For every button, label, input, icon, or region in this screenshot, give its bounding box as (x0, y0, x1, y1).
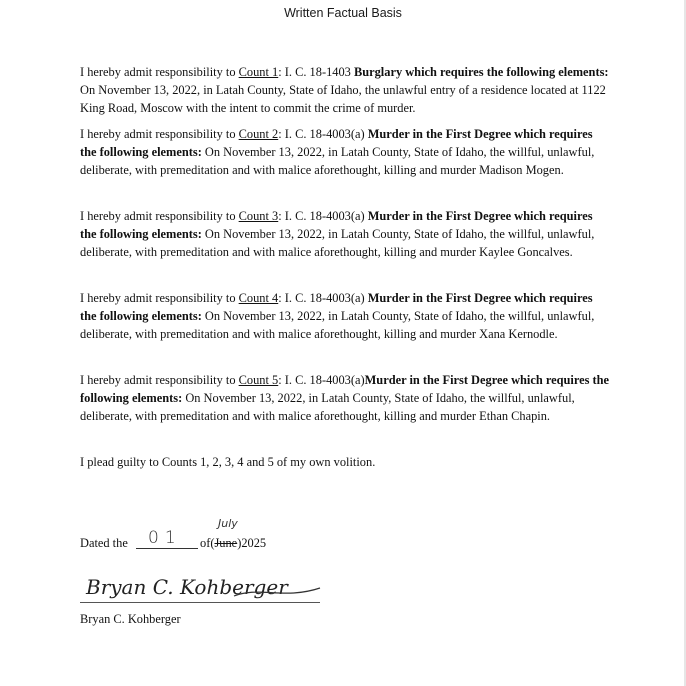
count-5-paragraph (80, 371, 610, 425)
count-label: Count 1 (238, 65, 279, 79)
signature (84, 566, 324, 606)
of-word: of (200, 536, 211, 550)
statute: : I. C. 18-4003(a) (278, 127, 368, 141)
day-underline (136, 548, 198, 549)
count-intro: I hereby admit responsibility to (80, 291, 239, 305)
dated-line (80, 536, 128, 551)
count-intro: I hereby admit responsibility to (80, 127, 239, 141)
dated-prefix: Dated the (80, 536, 128, 550)
handwritten-month: July (218, 517, 238, 530)
count-label: Count 4 (238, 291, 279, 305)
statute: : I. C. 18-4003(a) (278, 373, 365, 387)
offense-elements: On November 13, 2022, in Latah County, State of Idaho, the willful, unlawful, deliberate, with premeditation and with malice aforethought, killing and murder Xana Kernodle. (80, 309, 595, 341)
signature-line (80, 602, 320, 603)
month-typed (200, 536, 266, 551)
signer-name: Bryan C. Kohberger (80, 612, 181, 626)
offense-heading: Murder in the First Degree which requires the following elements: (80, 291, 593, 323)
count-4-paragraph (80, 289, 610, 343)
struck-month: (June) (210, 536, 242, 550)
page-title: Written Factual Basis (284, 6, 402, 20)
count-3-paragraph (80, 207, 610, 261)
count-2-paragraph (80, 125, 610, 179)
handwritten-day: 01 (148, 528, 182, 548)
count-label: Count 5 (238, 373, 279, 387)
count-intro: I hereby admit responsibility to (80, 373, 239, 387)
count-label: Count 2 (238, 127, 279, 141)
offense-elements: On November 13, 2022, in Latah County, State of Idaho, the unlawful entry of a residence located at 1122 King Road, Moscow with the intent to commit the crime of murder. (80, 83, 606, 115)
statute: : I. C. 18-1403 (278, 65, 354, 79)
offense-elements: On November 13, 2022, in Latah County, State of Idaho, the willful, unlawful, deliberate, with premeditation and with malice aforethought, killing and murder Ethan Chapin. (80, 391, 575, 423)
statute: : I. C. 18-4003(a) (278, 291, 368, 305)
count-intro: I hereby admit responsibility to (80, 209, 239, 223)
signature-script: Bryan C. Kohberger (86, 575, 288, 599)
offense-elements: On November 13, 2022, in Latah County, State of Idaho, the willful, unlawful, deliberate, with premeditation and with malice aforethought, killing and murder Madison Mogen. (80, 145, 595, 177)
year: 2025 (241, 536, 267, 550)
offense-heading: Burglary which requires the following elements: (353, 65, 609, 79)
plea-statement: I plead guilty to Counts 1, 2, 3, 4 and 5 of my own volition. (80, 455, 376, 469)
count-intro: I hereby admit responsibility to (80, 65, 239, 79)
count-1-paragraph (80, 63, 610, 117)
offense-heading: Murder in the First Degree which requires the following elements: (80, 127, 593, 159)
offense-elements: On November 13, 2022, in Latah County, State of Idaho, the willful, unlawful, deliberate, with premeditation and with malice aforethought, killing and murder Kaylee Goncalves. (80, 227, 595, 259)
offense-heading: Murder in the First Degree which requires the following elements: (80, 209, 593, 241)
statute: : I. C. 18-4003(a) (278, 209, 368, 223)
offense-heading: Murder in the First Degree which requires the following elements: (80, 373, 610, 405)
count-label: Count 3 (238, 209, 279, 223)
